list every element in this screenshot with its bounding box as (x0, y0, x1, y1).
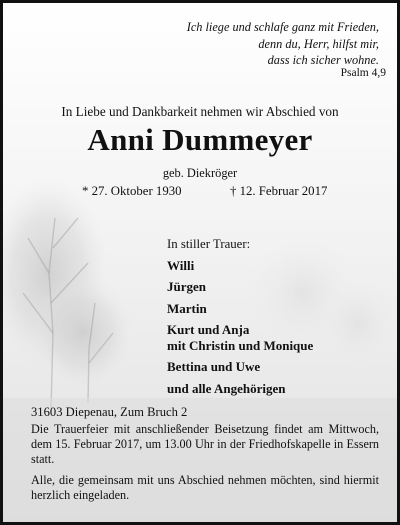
ceremony-notice: Die Trauerfeier mit anschließender Beisetzung findet am Mittwoch, dem 15. Februar 2017, um 13.00 Uhr in der Friedhofskapelle in Essern statt. (31, 422, 379, 466)
mourner-item: Bettina und Uwe (167, 359, 261, 375)
verse-line: dass ich sicher wohne. (267, 53, 379, 67)
mourner-item: Jürgen (167, 279, 206, 295)
farewell-intro: In Liebe und Dankbarkeit nehmen wir Abschied von (61, 104, 339, 119)
mourner-item: Martin (167, 300, 207, 316)
deceased-name: Anni Dummeyer (87, 122, 313, 157)
invitation-notice: Alle, die gemeinsam mit uns Abschied nehmen möchten, sind hiermit herzlich eingeladen. (31, 473, 379, 502)
death-date: † 12. Februar 2017 (230, 184, 328, 198)
mourner-list (167, 258, 313, 402)
verse-reference: Psalm 4,9 (340, 67, 386, 79)
mourner-item: Kurt und Anja mit Christin und Monique (167, 322, 314, 353)
verse-line: Ich liege und schlafe ganz mit Frieden, (186, 20, 379, 34)
maiden-name: geb. Diekröger (162, 166, 238, 180)
mourner-item: Willi (167, 258, 195, 273)
mourner-item: und alle Angehörigen (167, 380, 286, 396)
birth-date: * 27. Oktober 1930 (82, 184, 182, 198)
family-address: 31603 Diepenau, Zum Bruch 2 (31, 405, 188, 419)
mourning-label: In stiller Trauer: (167, 237, 251, 251)
verse-line: denn du, Herr, hilfst mir, (258, 36, 379, 51)
bible-verse (3, 19, 379, 69)
